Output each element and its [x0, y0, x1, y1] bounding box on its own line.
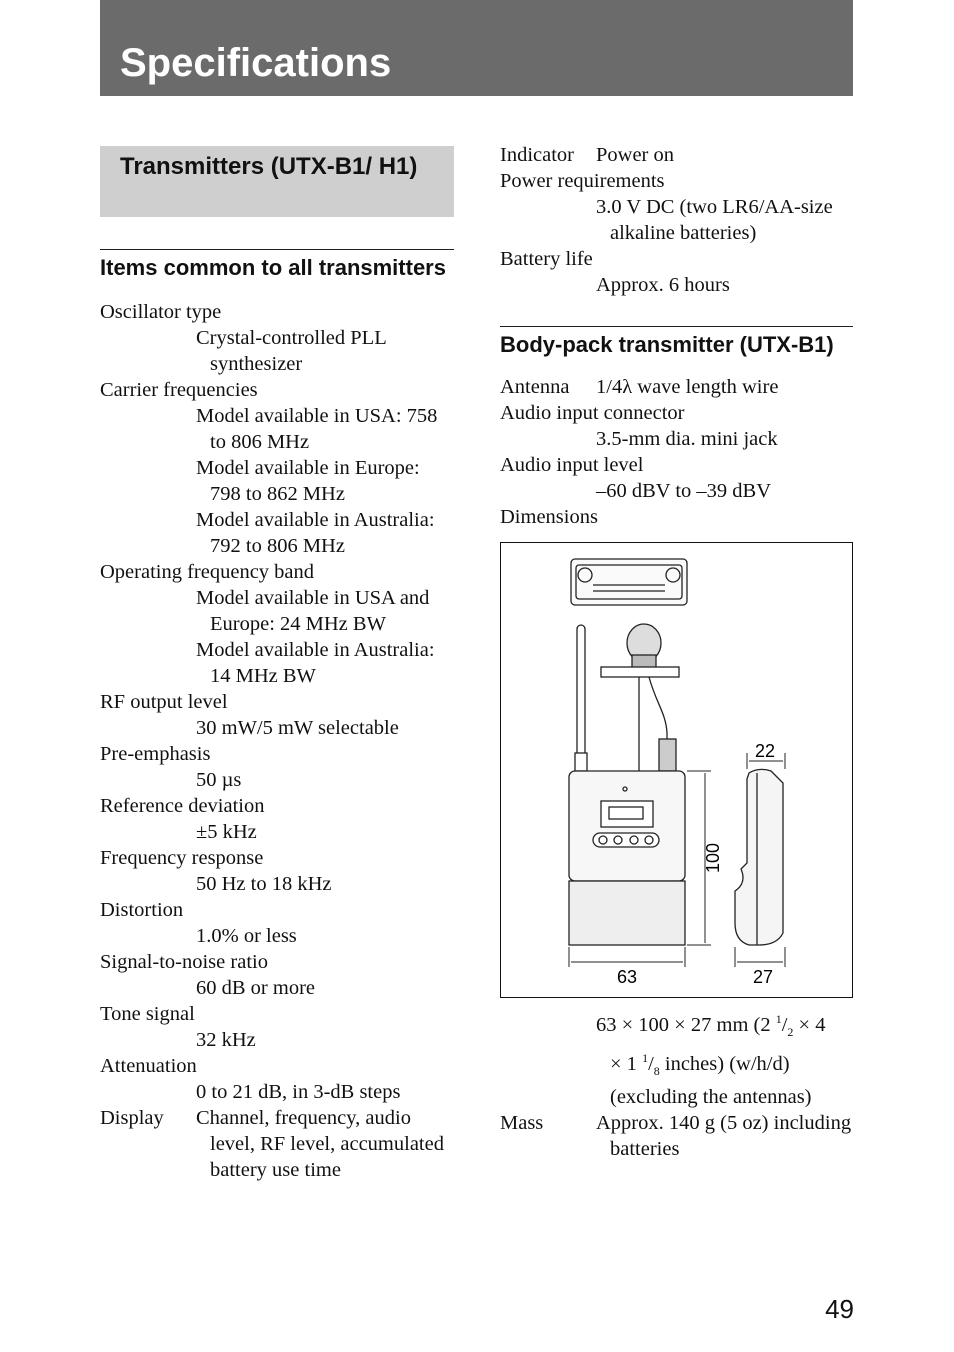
spec-row [500, 374, 853, 400]
spec-value: 3.0 V DC (two LR6/AA-size alkaline batteries) [596, 196, 833, 244]
spec-value: 50 µs [196, 769, 242, 791]
spec-value: 3.5-mm dia. mini jack [596, 428, 778, 450]
spec-label: Display [100, 1107, 164, 1129]
spec-row [100, 845, 454, 897]
spec-row [100, 689, 454, 741]
spec-label: Power requirements [500, 170, 665, 192]
lavalier-mic [601, 624, 679, 773]
spec-value: 1.0% or less [196, 925, 297, 947]
spec-value: Model available in Europe: 798 to 862 MHz [196, 457, 420, 505]
subheading-bodypack: Body-pack transmitter (UTX-B1) [500, 326, 853, 359]
mass-label: Mass [500, 1111, 544, 1134]
spec-value: Approx. 6 hours [596, 274, 730, 296]
spec-label: Dimensions [500, 506, 598, 528]
spec-value: 50 Hz to 18 kHz [196, 873, 332, 895]
spec-label: Frequency response [100, 847, 264, 869]
common-spec-list [100, 299, 454, 1183]
spec-label: Antenna [500, 376, 570, 398]
spec-row [100, 793, 454, 845]
spec-row [100, 741, 454, 793]
spec-value: Power on [596, 144, 675, 166]
spec-row [500, 142, 853, 168]
spec-row [100, 1053, 454, 1105]
transmitter-drawing [501, 543, 851, 996]
spec-label: Distortion [100, 899, 184, 921]
width-label: 63 [616, 967, 638, 987]
height-label: 100 [703, 842, 723, 874]
spec-label: Audio input connector [500, 402, 685, 424]
body-front [569, 771, 685, 945]
section-title: Transmitters (UTX-B1/ H1) [120, 153, 418, 180]
spec-label: Tone signal [100, 1003, 195, 1025]
dims-frac2-num: 1 [642, 1050, 649, 1065]
spec-row [100, 1001, 454, 1053]
spec-label: Oscillator type [100, 301, 222, 323]
spec-row [500, 452, 853, 504]
common-spec-list-continued [500, 142, 853, 298]
dims-frac2-den: 8 [653, 1063, 660, 1078]
spec-row [100, 299, 454, 377]
right-column [500, 142, 853, 1162]
spec-label: Carrier frequencies [100, 379, 258, 401]
spec-row [100, 897, 454, 949]
antenna [575, 625, 587, 775]
spec-label: Signal-to-noise ratio [100, 951, 268, 973]
spec-label: Battery life [500, 248, 593, 270]
depth-top-label: 22 [754, 741, 776, 761]
spec-row [100, 1105, 454, 1183]
spec-value: 60 dB or more [196, 977, 315, 999]
page-title: Specifications [120, 41, 392, 85]
dims-frac1-num: 1 [775, 1012, 782, 1026]
spec-row [500, 168, 853, 246]
dims-text-1b: × 4 [793, 1013, 826, 1036]
spec-row [500, 400, 853, 452]
spec-label: Attenuation [100, 1055, 197, 1077]
spec-value: Crystal-controlled PLL synthesizer [196, 327, 386, 375]
spec-value: 32 kHz [196, 1029, 256, 1051]
dims-text-2b: inches) (w/h/d) [659, 1052, 790, 1075]
spec-row [100, 949, 454, 1001]
spec-label: RF output level [100, 691, 228, 713]
spec-value: 1/4λ wave length wire [596, 376, 779, 398]
spec-value: Model available in USA: 758 to 806 MHz [196, 405, 438, 453]
mass-row [500, 1110, 853, 1162]
spec-value: Channel, frequency, audio level, RF level, accumulated battery use time [196, 1107, 444, 1181]
page-number: 49 [825, 1294, 854, 1324]
depth-bottom-label: 27 [752, 967, 774, 987]
spec-label: Reference deviation [100, 795, 265, 817]
dims-text-2a: × 1 [610, 1052, 643, 1075]
spec-value: Model available in Australia: 14 MHz BW [196, 639, 435, 687]
spec-row [500, 504, 853, 530]
title-banner [100, 0, 853, 96]
spec-label: Audio input level [500, 454, 644, 476]
spec-label: Pre-emphasis [100, 743, 211, 765]
spec-label: Operating frequency band [100, 561, 315, 583]
spec-value: ±5 kHz [196, 821, 257, 843]
spec-label: Indicator [500, 144, 574, 166]
mass-value: Approx. 140 g (5 oz) including batteries [596, 1111, 852, 1160]
spec-row [100, 377, 454, 559]
section-header [100, 146, 454, 217]
dimensions-value: 63 × 100 × 27 mm (2 $^1/_2 \times 4$ × 1 $^1/_8$ inches) (w/h/d) (excluding the antennas) Mass Approx. 140 g (5 oz) including batteries [500, 1012, 852, 1160]
spec-value: 30 mW/5 mW selectable [196, 717, 399, 739]
spec-value: 0 to 21 dB, in 3-dB steps [196, 1081, 401, 1103]
top-view [571, 559, 687, 605]
spec-value: Model available in Australia: 792 to 806 MHz [196, 509, 435, 557]
dims-frac1-den: 2 [787, 1024, 794, 1039]
bodypack-spec-list [500, 374, 853, 530]
spec-row [500, 246, 853, 298]
dims-text-3: (excluding the antennas) [610, 1085, 812, 1108]
spec-value: Model available in USA and Europe: 24 MHz BW [196, 587, 430, 635]
spec-row [100, 559, 454, 689]
dims-text-1: 63 × 100 × 27 mm (2 [596, 1013, 776, 1036]
subheading-common: Items common to all transmitters [100, 249, 454, 282]
spec-value: –60 dBV to –39 dBV [596, 480, 772, 502]
dimensions-diagram [500, 542, 853, 998]
body-side [735, 769, 783, 945]
left-column [100, 146, 454, 1183]
